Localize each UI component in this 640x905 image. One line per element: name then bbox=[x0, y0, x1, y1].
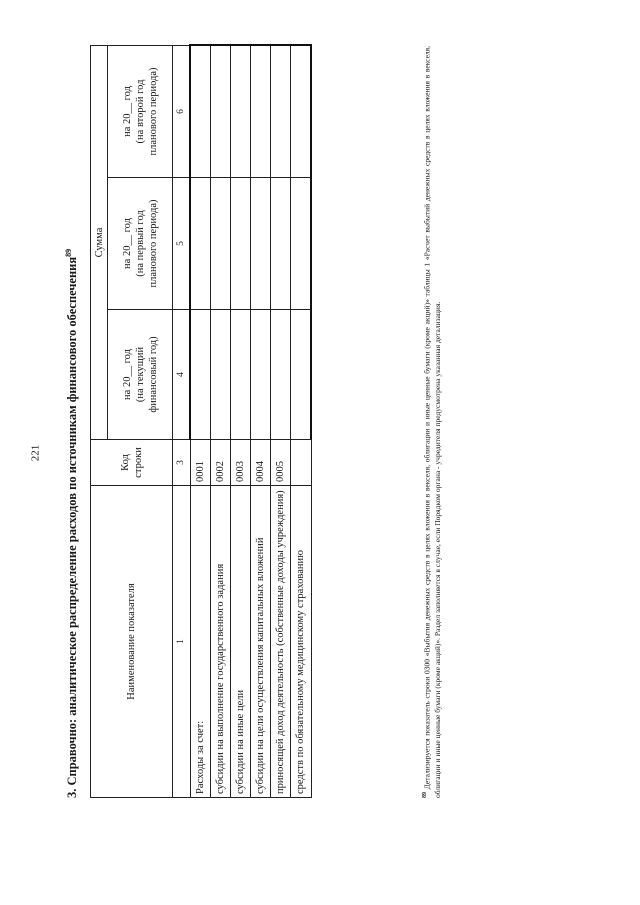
value-cell bbox=[211, 178, 231, 310]
value-cell bbox=[251, 178, 271, 310]
table-row bbox=[291, 45, 312, 797]
row-code: 0003 bbox=[231, 440, 251, 486]
row-name: средств по обязательному медицинскому страхованию bbox=[291, 486, 312, 798]
value-cell bbox=[231, 310, 251, 440]
header-col6: на 20__ год (на второй год планового периода) bbox=[108, 45, 173, 177]
table-row bbox=[271, 45, 291, 797]
value-cell bbox=[271, 178, 291, 310]
value-cell bbox=[231, 178, 251, 310]
report-table bbox=[90, 44, 312, 798]
value-cell bbox=[251, 310, 271, 440]
header-name: Наименование показателя bbox=[91, 486, 173, 798]
table-row bbox=[231, 45, 251, 797]
value-cell bbox=[291, 45, 312, 177]
value-cell bbox=[211, 310, 231, 440]
table-row bbox=[211, 45, 231, 797]
value-cell bbox=[271, 310, 291, 440]
row-code: 0001 bbox=[190, 440, 211, 486]
row-name: субсидии на иные цели bbox=[231, 486, 251, 798]
row-name: Расходы за счет: bbox=[190, 486, 211, 798]
index-cell: 4 bbox=[173, 310, 191, 440]
value-cell bbox=[190, 310, 211, 440]
footnote-ref: 89 bbox=[422, 792, 428, 798]
rotated-content bbox=[60, 30, 620, 810]
index-row bbox=[173, 45, 191, 797]
value-cell bbox=[211, 45, 231, 177]
row-code: 0004 bbox=[251, 440, 271, 486]
value-cell bbox=[251, 45, 271, 177]
table-row bbox=[251, 45, 271, 797]
header-code: Код строки bbox=[91, 440, 173, 486]
section-title: 3. Справочно: аналитическое распределение расходов по источникам финансового обеспечения$^{89}$ bbox=[64, 248, 80, 798]
index-cell: 1 bbox=[173, 486, 191, 798]
value-cell bbox=[291, 310, 312, 440]
row-code bbox=[291, 440, 312, 486]
index-cell: 5 bbox=[173, 178, 191, 310]
value-cell bbox=[190, 45, 211, 177]
footnote bbox=[420, 46, 443, 798]
value-cell bbox=[291, 178, 312, 310]
header-row-1 bbox=[91, 45, 108, 797]
row-name: приносящей доход деятельность (собственные доходы учреждения) bbox=[271, 486, 291, 798]
header-col4: на 20__ год (на текущий финансовый год) bbox=[108, 310, 173, 440]
row-code: 0005 bbox=[271, 440, 291, 486]
index-cell: 3 bbox=[173, 440, 191, 486]
page-number: 221 bbox=[29, 444, 41, 462]
row-name: субсидии на выполнение государственного задания bbox=[211, 486, 231, 798]
footnote-text: Детализируется показатель строки 0300 «Выбытия денежных средств в целях вложения в векселя, облигации и иные ценные бумаги (кроме акций)» таблицы 1 «Расчет выбытий денежных средств в целях вложения в векселя, облигации и иные ценные бумаги (кроме акций)». Раздел заполняется в случае, если Порядком органа - учредителя предусмотрена указанная детализация. bbox=[422, 46, 442, 798]
title-footnote-ref: 89 bbox=[64, 248, 73, 257]
value-cell bbox=[190, 178, 211, 310]
table-row bbox=[190, 45, 211, 797]
row-name: субсидии на цели осуществления капитальных вложений bbox=[251, 486, 271, 798]
index-cell: 6 bbox=[173, 45, 191, 177]
header-sum: Сумма bbox=[91, 45, 108, 439]
value-cell bbox=[271, 45, 291, 177]
header-col5: на 20__ год (на первый год планового периода) bbox=[108, 178, 173, 310]
row-code: 0002 bbox=[211, 440, 231, 486]
value-cell bbox=[231, 45, 251, 177]
